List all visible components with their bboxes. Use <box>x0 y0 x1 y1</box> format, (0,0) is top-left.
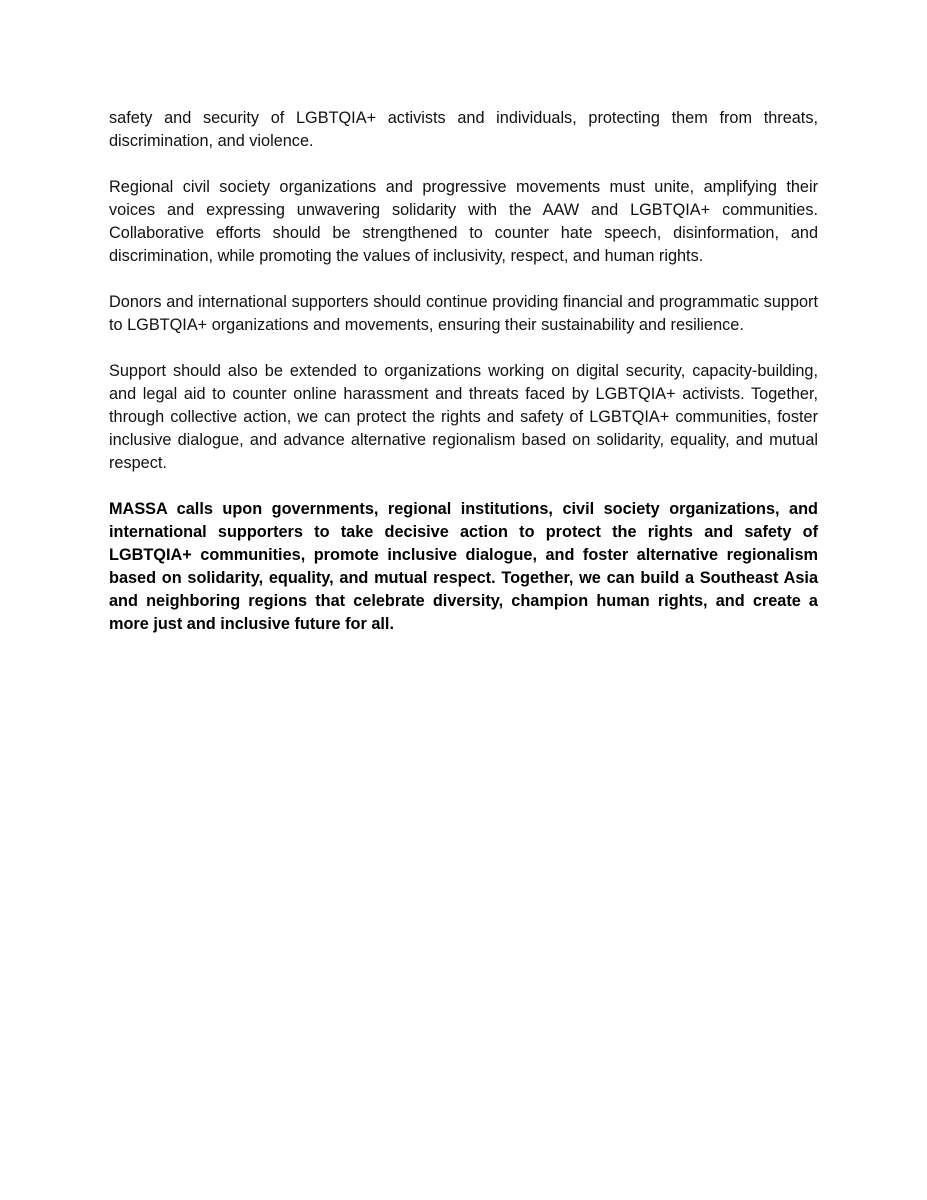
document-body <box>109 107 818 659</box>
paragraph-regional-civil-society: Regional civil society organizations and progressive movements must unite, amplifying their voices and expressing unwavering solidarity with the AAW and LGBTQIA+ communities. Collaborative efforts should be strengthened to counter hate speech, disinformation, and discrimination, while promoting the values of inclusivity, respect, and human rights. <box>109 178 818 265</box>
paragraph-digital-security-support: Support should also be extended to organizations working on digital security, capacity-building, and legal aid to counter online harassment and threats faced by LGBTQIA+ activists. Together, through collective action, we can protect the rights and safety of LGBTQIA+ communities, foster inclusive dialogue, and advance alternative regionalism based on solidarity, equality, and mutual respect. <box>109 362 818 472</box>
paragraph-massa-call-to-action: MASSA calls upon governments, regional institutions, civil society organizations, and international supporters to take decisive action to protect the rights and safety of LGBTQIA+ communities, promote inclusive dialogue, and foster alternative regionalism based on solidarity, equality, and mutual respect. Together, we can build a Southeast Asia and neighboring regions that celebrate diversity, champion human rights, and create a more just and inclusive future for all. <box>109 500 818 633</box>
paragraph-donors-support: Donors and international supporters should continue providing financial and programmatic support to LGBTQIA+ organizations and movements, ensuring their sustainability and resilience. <box>109 293 818 334</box>
paragraph-safety-security: safety and security of LGBTQIA+ activists and individuals, protecting them from threats, discrimination, and violence. <box>109 109 818 150</box>
